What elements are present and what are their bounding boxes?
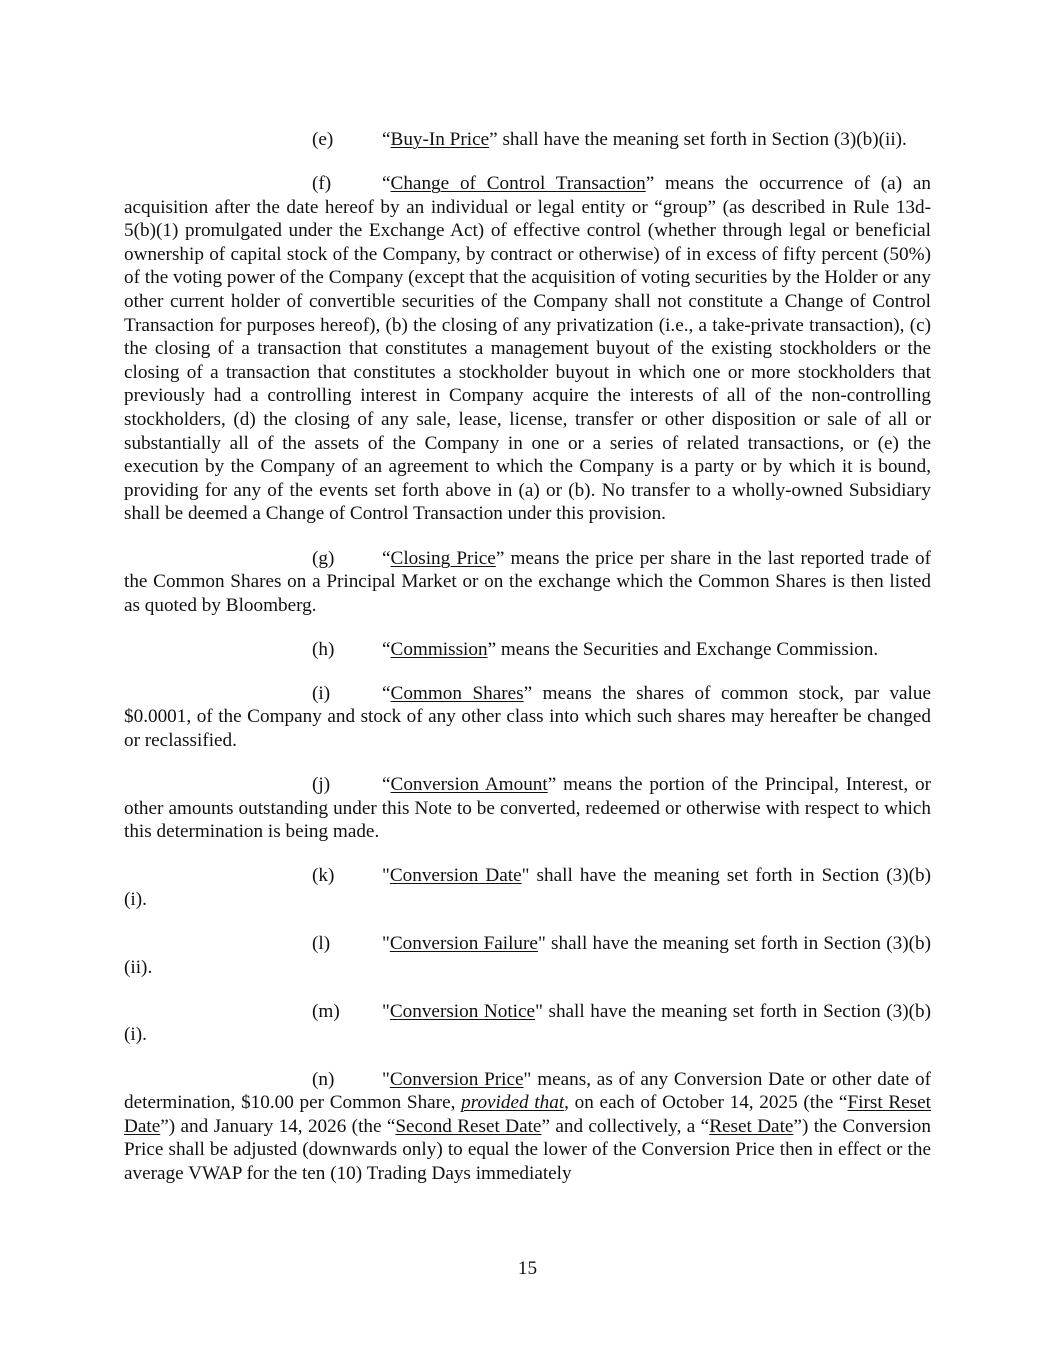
defined-term: Second Reset Date <box>395 1115 542 1137</box>
item-marker: (j) <box>312 774 331 796</box>
definition-l: (l) "Conversion Failure" shall have the meaning set forth in Section (3)(b)(ii). <box>124 933 931 978</box>
definition-i: (i) “Common Shares” means the shares of common stock, par value $0.0001, of the Company and stock of any other class into which such shares may hereafter be changed or reclassified. <box>124 682 932 752</box>
item-marker: (e) <box>312 129 334 150</box>
item-marker: (i) <box>312 682 331 704</box>
item-marker: (n) <box>312 1068 335 1090</box>
item-marker: (m) <box>312 1000 340 1022</box>
defined-term: Buy-In Price <box>390 129 490 150</box>
italic-term: provided that <box>461 1092 565 1114</box>
definition-h: (h) “Commission” means the Securities and Exchange Commission. <box>312 638 879 660</box>
page-number: 15 <box>517 1258 538 1279</box>
definition-f: (f) “Change of Control Transaction” means the occurrence of (a) an acquisition after the date hereof by an individual or legal entity or “group” (as described in Rule 13d-5(b)(1) promulgated under the Exchange Act) of effective control (whether through legal or beneficial ownership of capital stock of the Company, by contract or otherwise) of in excess of fifty percent (50%) of the voting power of the Company (except that the acquisition of voting securities by the Holder or any other current holder of convertible securities of the Company shall not constitute a Change of Control Transaction for purposes hereof), (b) the closing of any privatization (i.e., a take-private transaction), (c) the closing of a transaction that constitutes a management buyout of the existing stockholders or the closing of a transaction that constitutes a stockholder buyout in which one or more stockholders that previously had a controlling interest in Company acquire the interests of all of the non-controlling stockholders, (d) the closing of any sale, lease, license, transfer or other disposition or sale of all or substantially all of the assets of the Company in one or a series of related transactions, or (e) the execution by the Company of an agreement to which the Company is a party or by which it is bound, providing for any of the events set forth above in (a) or (b). No transfer to a wholly-owned Subsidiary shall be deemed a Change of Control Transaction under this provision. <box>124 173 931 525</box>
item-marker: (h) <box>312 638 335 660</box>
defined-term: First Reset Date <box>124 1092 931 1137</box>
defined-term: Reset Date <box>709 1115 794 1137</box>
definition-m: (m) "Conversion Notice" shall have the meaning set forth in Section (3)(b)(i). <box>124 1000 932 1046</box>
definition-n: (n) "Conversion Price" means, as of any Conversion Date or other date of determination, $10.00 per Common Share, provided that, on each of October 14, 2025 (the “First Reset Date”) and January 14, 2026 (the “Second Reset Date” and collectively, a “Reset Date”) the Conversion Price shall be adjusted (downwards only) to equal the lower of the Conversion Price then in effect or the average VWAP for the ten (10) Trading Days immediately <box>124 1068 931 1184</box>
definition-g: (g) “Closing Price” means the price per share in the last reported trade of the Common Shares on a Principal Market or on the exchange which the Common Shares is then listed as quoted by Bloomberg. <box>124 547 931 616</box>
document-page <box>124 128 931 1206</box>
item-marker: (f) <box>312 173 332 195</box>
definition-e: (e) “Buy-In Price” shall have the meaning set forth in Section (3)(b)(ii). <box>312 129 907 150</box>
item-marker: (l) <box>312 933 331 955</box>
defined-term: Change of Control Transaction <box>390 173 646 195</box>
defined-term: Common Shares <box>390 682 524 704</box>
defined-term: Conversion Failure <box>389 933 538 955</box>
defined-term: Conversion Notice <box>389 1000 536 1022</box>
definition-j: (j) “Conversion Amount” means the portion of the Principal, Interest, or other amounts outstanding under this Note to be converted, redeemed or otherwise with respect to which this determination is being made. <box>124 774 931 843</box>
item-marker: (g) <box>312 547 335 569</box>
defined-term: Conversion Price <box>389 1068 524 1090</box>
defined-term: Commission <box>390 638 488 660</box>
defined-term: Closing Price <box>390 547 496 569</box>
defined-term: Conversion Amount <box>390 774 548 796</box>
item-marker: (k) <box>312 865 335 887</box>
definition-k: (k) "Conversion Date" shall have the meaning set forth in Section (3)(b)(i). <box>124 865 931 911</box>
defined-term: Conversion Date <box>389 865 522 887</box>
